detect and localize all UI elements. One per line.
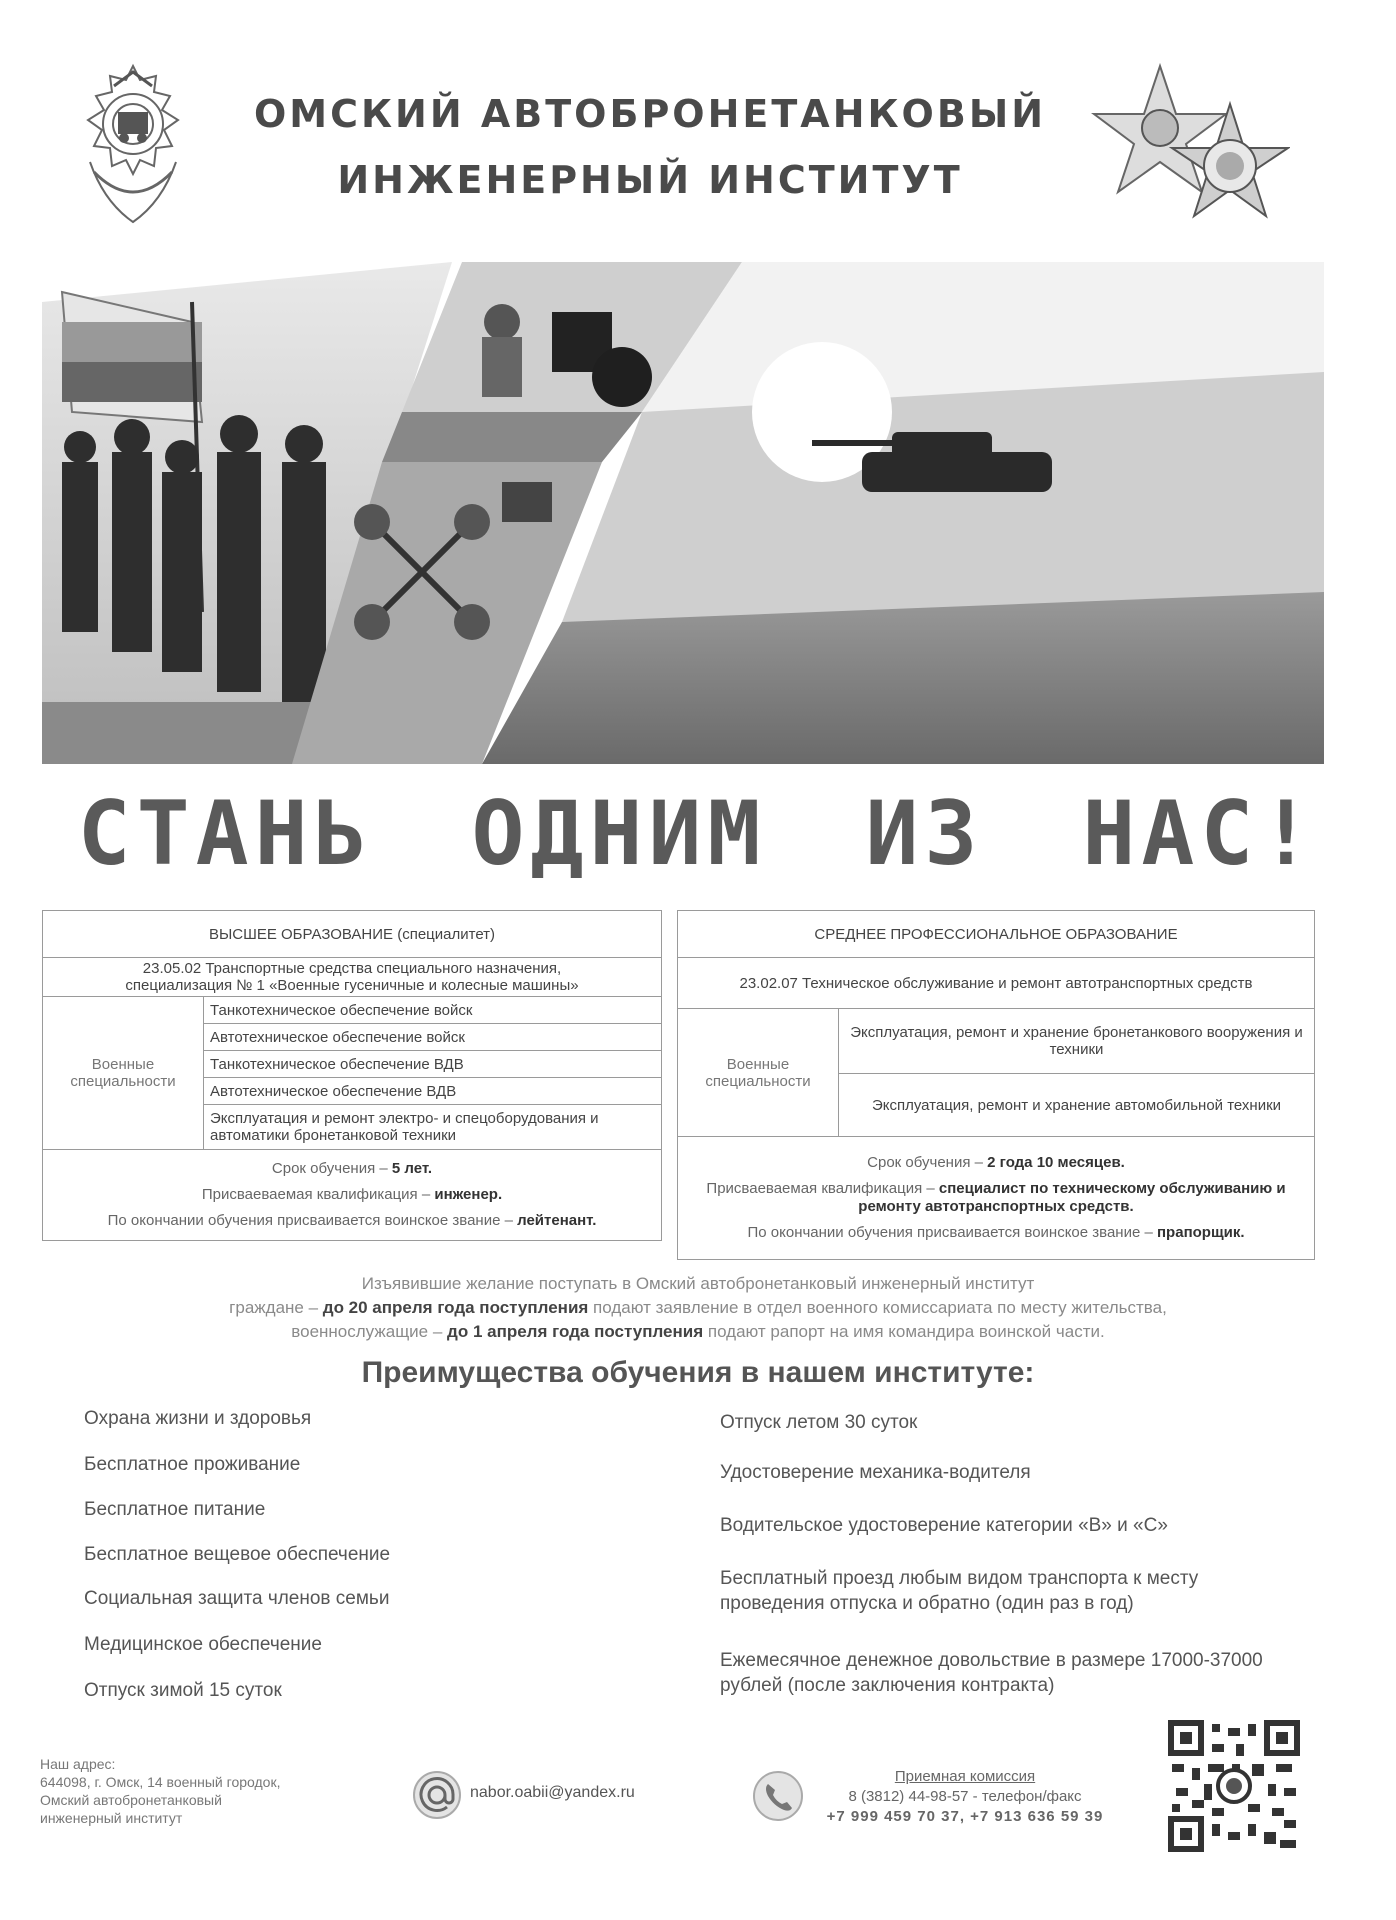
advantage-item: Бесплатное проживание xyxy=(84,1454,301,1475)
secondary-footer xyxy=(678,1137,1315,1260)
note-2-suffix: подают заявление в отдел военного комиссариата по месту жительства, xyxy=(588,1298,1167,1317)
advantage-item: Удостоверение механика-водителя xyxy=(720,1462,1031,1483)
applicants-note-line-3 xyxy=(40,1322,1356,1342)
secondary-mil-label xyxy=(678,1009,839,1137)
advantage-item: Бесплатный проезд любым видом транспорта к месту проведения отпуска и обратно (один раз в год) xyxy=(720,1568,1199,1614)
higher-qualification-label: Присваеваемая квалификация – xyxy=(201,1186,435,1203)
secondary-mil-label-2: специальности xyxy=(705,1072,811,1090)
higher-duration-label: Срок обучения – xyxy=(271,1160,392,1177)
mobile-phones[interactable]: +7 999 459 70 37, +7 913 636 59 39 xyxy=(826,1808,1104,1825)
photo-collage xyxy=(42,262,1324,764)
advantage-item: Водительское удостоверение категории «В» и «С» xyxy=(720,1515,1168,1536)
advantage-item: Бесплатное питание xyxy=(84,1499,266,1520)
applicants-note-line-1: Изъявившие желание поступать в Омский автобронетанковый инженерный институт xyxy=(361,1274,1035,1293)
secondary-specialty: 23.02.07 Техническое обслуживание и ремонт автотранспортных средств xyxy=(678,958,1315,1009)
applicants-note-line-2 xyxy=(40,1298,1356,1318)
email-address[interactable]: nabor.oabii@yandex.ru xyxy=(470,1784,635,1801)
higher-header: ВЫСШЕЕ ОБРАЗОВАНИЕ (специалитет) xyxy=(43,911,662,958)
higher-qualification-value: инженер. xyxy=(434,1186,503,1203)
secondary-duration-label: Срок обучения – xyxy=(867,1154,988,1171)
secondary-duration-value: 2 года 10 месяцев. xyxy=(987,1154,1125,1171)
note-2-deadline: до 20 апреля года поступления xyxy=(322,1298,589,1317)
higher-mil-item: Танкотехническое обеспечение войск xyxy=(204,997,662,1024)
secondary-mil-item: Эксплуатация, ремонт и хранение автомобильной техники xyxy=(839,1074,1315,1137)
advantage-item: Отпуск зимой 15 суток xyxy=(84,1680,282,1701)
slogan: СТАНЬ ОДНИМ ИЗ НАС! xyxy=(77,782,1319,885)
institute-emblem-icon xyxy=(74,62,192,230)
orders-medals-icon xyxy=(1090,62,1290,234)
phone-fax[interactable]: 8 (3812) 44-98-57 - телефон/факс xyxy=(848,1788,1082,1805)
higher-mil-label-2: специальности xyxy=(70,1073,176,1090)
higher-mil-label xyxy=(43,997,204,1150)
secondary-mil-label-1: Военные xyxy=(726,1055,790,1073)
higher-specialty xyxy=(43,958,662,997)
address-line-1: 644098, г. Омск, 14 военный городок, xyxy=(40,1774,281,1790)
advantage-item: Охрана жизни и здоровья xyxy=(84,1408,312,1429)
secondary-qualification-label: Присваеваемая квалификация – xyxy=(706,1180,939,1197)
higher-mil-label-1: Военные xyxy=(91,1056,155,1073)
note-2-prefix: граждане – xyxy=(229,1298,323,1317)
email-at-icon xyxy=(412,1770,462,1820)
higher-mil-item: Танкотехническое обеспечение ВДВ xyxy=(204,1051,662,1078)
secondary-education-table xyxy=(677,910,1315,1260)
note-3-prefix: военнослужащие – xyxy=(291,1322,448,1341)
higher-footer xyxy=(43,1150,662,1241)
secondary-qualification-value: специалист по техническому обслуживанию и ремонту автотранспортных средств. xyxy=(858,1180,1286,1215)
secondary-rank-label: По окончании обучения присваивается воинское звание – xyxy=(747,1224,1157,1241)
title-line-1: ОМСКИЙ АВТОБРОНЕТАНКОВЫЙ xyxy=(253,92,1046,136)
higher-mil-item: Автотехническое обеспечение ВДВ xyxy=(204,1078,662,1105)
higher-specialty-line-2: специализация № 1 «Военные гусеничные и колесные машины» xyxy=(125,977,579,994)
advantage-item: Бесплатное вещевое обеспечение xyxy=(84,1544,391,1565)
note-3-deadline: до 1 апреля года поступления xyxy=(447,1322,704,1341)
admissions-label: Приемная комиссия xyxy=(894,1768,1036,1785)
higher-mil-item: Эксплуатация и ремонт электро- и спецоборудования и автоматики бронетанковой техники xyxy=(204,1105,662,1150)
advantage-item: Отпуск летом 30 суток xyxy=(720,1412,918,1433)
address-line-3: инженерный институт xyxy=(40,1810,183,1826)
phone-icon xyxy=(752,1770,804,1822)
higher-rank-value: лейтенант. xyxy=(517,1212,597,1229)
advantage-item: Медицинское обеспечение xyxy=(84,1634,322,1655)
higher-education-table xyxy=(42,910,662,1241)
higher-duration-value: 5 лет. xyxy=(391,1160,433,1177)
secondary-mil-item: Эксплуатация, ремонт и хранение бронетанкового вооружения и техники xyxy=(839,1009,1315,1074)
higher-specialty-line-1: 23.05.02 Транспортные средства специального назначения, xyxy=(142,960,562,977)
qr-code-icon[interactable] xyxy=(1168,1720,1300,1852)
title-line-2: ИНЖЕНЕРНЫЙ ИНСТИТУТ xyxy=(337,158,963,202)
higher-rank-label: По окончании обучения присваивается воинское звание – xyxy=(107,1212,518,1229)
secondary-rank-value: прапорщик. xyxy=(1157,1224,1245,1241)
advantage-item: Ежемесячное денежное довольствие в размере 17000-37000 рублей (после заключения контракта) xyxy=(720,1650,1263,1696)
advantage-item: Социальная защита членов семьи xyxy=(84,1588,390,1609)
secondary-header: СРЕДНЕЕ ПРОФЕССИОНАЛЬНОЕ ОБРАЗОВАНИЕ xyxy=(678,911,1315,958)
advantages-title: Преимущества обучения в нашем институте: xyxy=(361,1356,1035,1389)
note-3-suffix: подают рапорт на имя командира воинской части. xyxy=(703,1322,1105,1341)
address-label: Наш адрес: xyxy=(40,1756,116,1772)
higher-mil-item: Автотехническое обеспечение войск xyxy=(204,1024,662,1051)
address-line-2: Омский автобронетанковый xyxy=(40,1792,222,1808)
